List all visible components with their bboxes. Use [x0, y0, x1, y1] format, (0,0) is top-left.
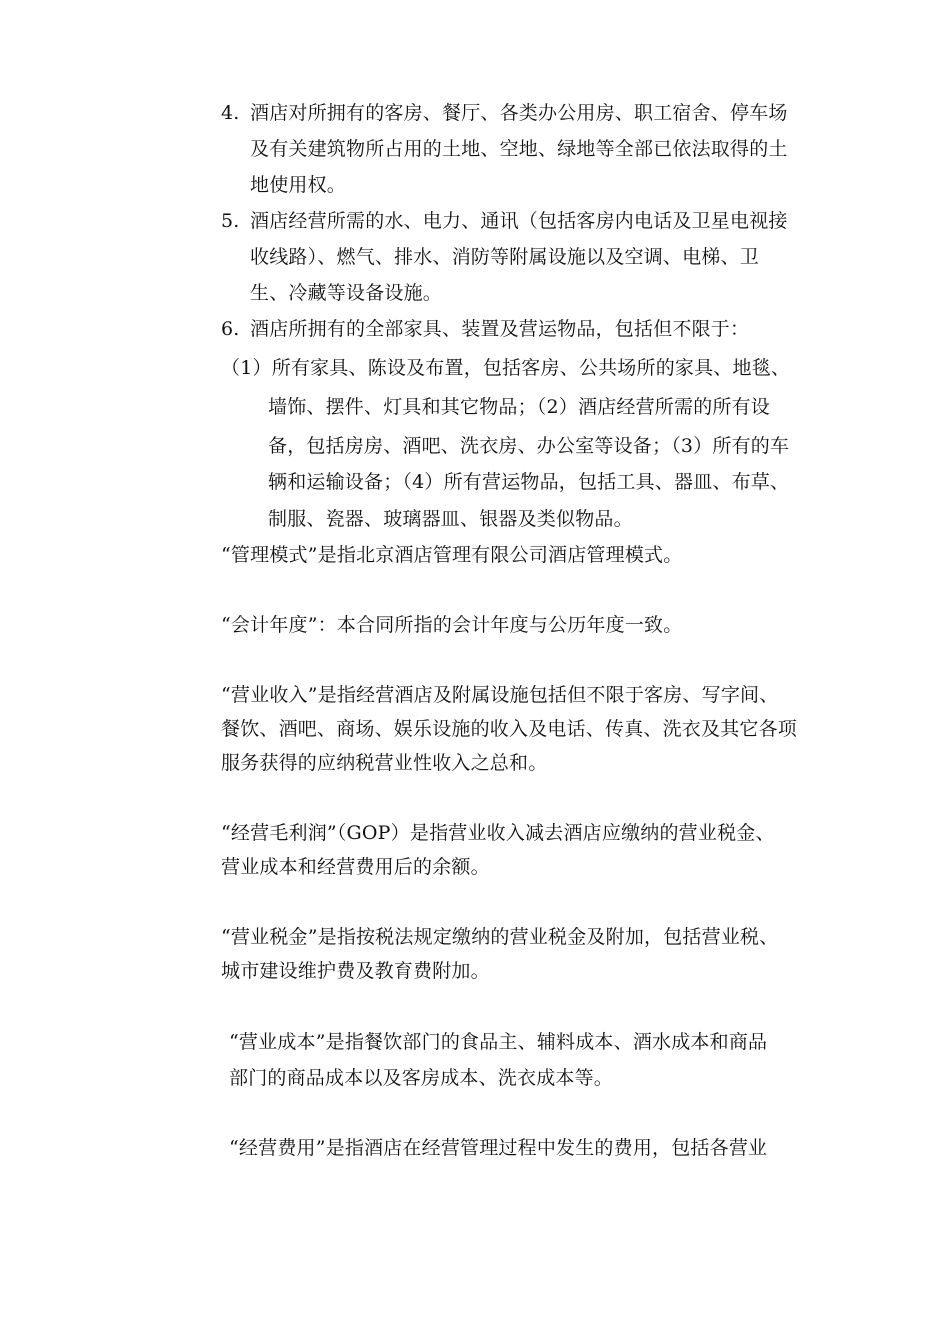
definition-operating-cost-line-1: “营业成本”是指餐饮部门的食品主、辅料成本、酒水成本和商品	[229, 1031, 768, 1053]
sub-item-line-1: （1）所有家具、陈设及布置，包括客房、公共场所的家具、地毯、	[221, 357, 791, 379]
list-item-6-line-1: 酒店所拥有的全部家具、装置及营运物品，包括但不限于：	[250, 318, 750, 340]
definition-revenue-line-3: 服务获得的应纳税营业性收入之总和。	[221, 752, 548, 774]
list-item-4-line-2: 及有关建筑物所占用的土地、空地、绿地等全部已依法取得的土	[250, 138, 788, 160]
sub-item-line-5: 制服、瓷器、玻璃器皿、银器及类似物品。	[268, 508, 633, 530]
definition-revenue-line-1: “营业收入”是指经营酒店及附属设施包括但不限于客房、写字间、	[221, 684, 779, 706]
definition-gop-line-2: 营业成本和经营费用后的余额。	[221, 856, 490, 878]
list-item-5-line-3: 生、冷藏等设备设施。	[250, 282, 443, 304]
list-item-5-line-1: 酒店经营所需的水、电力、通讯（包括客房内电话及卫星电视接	[250, 210, 788, 232]
list-item-5-number: 5.	[221, 210, 240, 232]
definition-operating-expense-line-1: “经营费用”是指酒店在经营管理过程中发生的费用，包括各营业	[229, 1137, 768, 1159]
sub-item-line-2: 墙饰、摆件、灯具和其它物品；（2）酒店经营所需的所有设	[268, 396, 770, 418]
list-item-4-line-3: 地使用权。	[250, 174, 347, 196]
definition-fiscal-year: “会计年度”：本合同所指的会计年度与公历年度一致。	[221, 614, 683, 636]
definition-gop-line-1: “经营毛利润”（GOP）是指营业收入减去酒店应缴纳的营业税金、	[221, 822, 775, 844]
sub-item-line-3: 备，包括房房、酒吧、洗衣房、办公室等设备；（3）所有的车	[268, 435, 790, 457]
list-item-6-number: 6.	[221, 318, 240, 340]
definition-business-tax-line-1: “营业税金”是指按税法规定缴纳的营业税金及附加，包括营业税、	[221, 926, 779, 948]
list-item-4-number: 4.	[221, 102, 240, 124]
list-item-5-line-2: 收线路）、燃气、排水、消防等附属设施以及空调、电梯、卫	[250, 246, 759, 268]
sub-item-line-4: 辆和运输设备；（4）所有营运物品，包括工具、器皿、布草、	[268, 471, 790, 493]
definition-operating-cost-line-2: 部门的商品成本以及客房成本、洗衣成本等。	[229, 1067, 614, 1089]
definition-business-tax-line-2: 城市建设维护费及教育费附加。	[221, 960, 490, 982]
list-item-4-line-1: 酒店对所拥有的客房、餐厅、各类办公用房、职工宿舍、停车场	[250, 102, 788, 124]
definition-management-mode: “管理模式”是指北京酒店管理有限公司酒店管理模式。	[221, 544, 683, 566]
definition-revenue-line-2: 餐饮、酒吧、商场、娱乐设施的收入及电话、传真、洗衣及其它各项	[221, 718, 798, 740]
